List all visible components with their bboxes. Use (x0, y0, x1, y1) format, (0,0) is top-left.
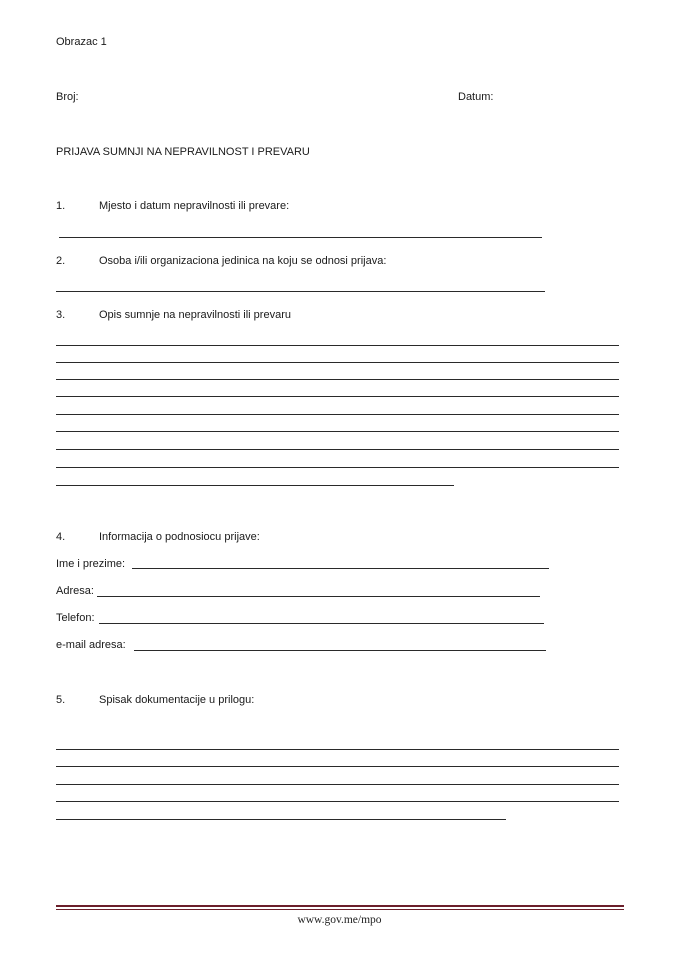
section-5-number: 5. (56, 694, 66, 706)
section-5-answer-line[interactable] (56, 749, 619, 750)
form-title: PRIJAVA SUMNJI NA NEPRAVILNOST I PREVARU (56, 146, 310, 158)
address-field-label: Adresa: (56, 585, 94, 597)
phone-field-line[interactable] (99, 623, 544, 624)
section-1-answer-line[interactable] (59, 237, 542, 238)
section-5-answer-line[interactable] (56, 784, 619, 785)
section-2-answer-line[interactable] (56, 291, 545, 292)
section-3-label: Opis sumnje na nepravilnosti ili prevaru (99, 309, 291, 321)
phone-field-label: Telefon: (56, 612, 95, 624)
section-5-answer-line[interactable] (56, 819, 506, 820)
section-5-answer-line[interactable] (56, 801, 619, 802)
section-3-answer-line[interactable] (56, 362, 619, 363)
section-5-answer-line[interactable] (56, 766, 619, 767)
footer-rule-thin (56, 909, 624, 910)
section-3-answer-line[interactable] (56, 345, 619, 346)
email-field-line[interactable] (134, 650, 546, 651)
form-label: Obrazac 1 (56, 36, 107, 48)
datum-label: Datum: (458, 91, 494, 103)
section-4-number: 4. (56, 531, 66, 543)
broj-label: Broj: (56, 91, 79, 103)
address-field-line[interactable] (97, 596, 540, 597)
section-3-answer-line[interactable] (56, 467, 619, 468)
section-1-label: Mjesto i datum nepravilnosti ili prevare: (99, 200, 290, 212)
section-2-number: 2. (56, 255, 66, 267)
section-3-answer-line[interactable] (56, 485, 454, 486)
section-3-answer-line[interactable] (56, 396, 619, 397)
section-3-answer-line[interactable] (56, 414, 619, 415)
section-3-answer-line[interactable] (56, 449, 619, 450)
footer-url[interactable]: www.gov.me/mpo (297, 914, 382, 926)
footer-rule-thick (56, 905, 624, 907)
section-2-label: Osoba i/ili organizaciona jedinica na koju se odnosi prijava: (99, 255, 387, 267)
section-5-label: Spisak dokumentacije u prilogu: (99, 694, 255, 706)
section-1-number: 1. (56, 200, 66, 212)
section-3-answer-line[interactable] (56, 379, 619, 380)
name-field-label: Ime i prezime: (56, 558, 126, 570)
section-4-label: Informacija o podnosiocu prijave: (99, 531, 260, 543)
section-3-answer-line[interactable] (56, 431, 619, 432)
email-field-label: e-mail adresa: (56, 639, 126, 651)
name-field-line[interactable] (132, 568, 549, 569)
section-3-number: 3. (56, 309, 66, 321)
